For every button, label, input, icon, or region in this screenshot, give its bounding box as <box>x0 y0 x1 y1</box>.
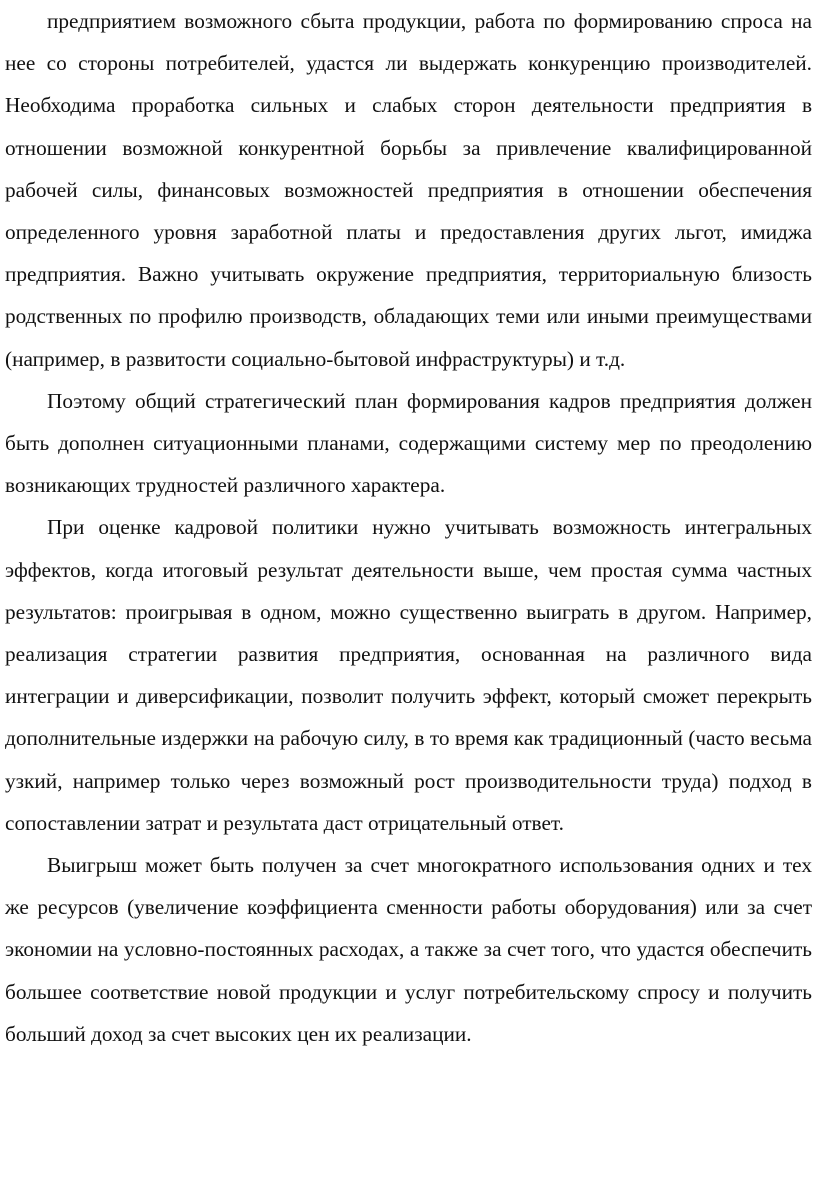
paragraph-3: При оценке кадровой политики нужно учитывать возможность интегральных эффектов, когда итоговый результат деятельности выше, чем простая сумма частных результатов: проигрывая в одном, можно существенно выиграть в другом. Например, реализация стратегии развития предприятия, основанная на различного вида интеграции и диверсификации, позволит получить эффект, который сможет перекрыть дополнительные издержки на рабочую силу, в то время как традиционный (часто весьма узкий, например только через возможный рост производительности труда) подход в сопоставлении затрат и результата даст отрицательный ответ. <box>5 515 812 835</box>
paragraph-1: предприятием возможного сбыта продукции, работа по формированию спроса на нее со стороны потребителей, удастся ли выдержать конкуренцию производителей. Необходима проработка сильных и слабых сторон деятельности предприятия в отношении возможной конкурентной борьбы за привлечение квалифицированной рабочей силы, финансовых возможностей предприятия в отношении обеспечения определенного уровня заработной платы и предоставления других льгот, имиджа предприятия. Важно учитывать окружение предприятия, территориальную близость родственных по профилю производств, обладающих теми или иными преимуществами (например, в развитости социально-бытовой инфраструктуры) и т.д. <box>5 9 812 371</box>
document-body <box>5 0 812 1055</box>
paragraph-2: Поэтому общий стратегический план формирования кадров предприятия должен быть дополнен ситуационными планами, содержащими систему мер по преодолению возникающих трудностей различного характера. <box>5 388 812 498</box>
paragraph-4: Выигрыш может быть получен за счет многократного использования одних и тех же ресурсов (увеличение коэффициента сменности работы оборудования) или за счет экономии на условно-постоянных расходах, а также за счет того, что удастся обеспечить большее соответствие новой продукции и услуг потребительскому спросу и получить больший доход за счет высоких цен их реализации. <box>5 853 812 1046</box>
